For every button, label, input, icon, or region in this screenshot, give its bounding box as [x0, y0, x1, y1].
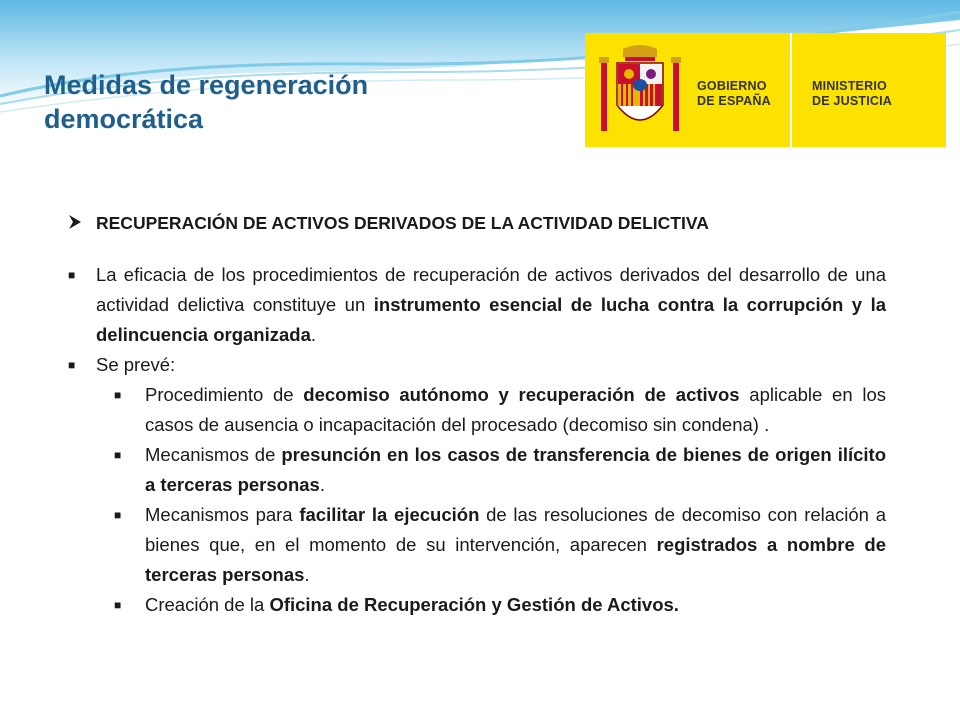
slide-content: [68, 208, 886, 620]
sub-list-item: [68, 380, 886, 440]
sub-list-item: [68, 590, 886, 620]
logo-ministerio-line-2: DE JUSTICIA: [812, 94, 892, 108]
square-bullet-icon: ■: [68, 358, 76, 372]
logo-gobierno-line-2: DE ESPAÑA: [697, 94, 771, 108]
logo-divider: [790, 33, 792, 147]
section-heading-text: RECUPERACIÓN DE ACTIVOS DERIVADOS DE LA ACTIVIDAD DELICTIVA: [96, 213, 709, 233]
page-title-line-1: Medidas de regeneración: [44, 70, 369, 100]
logo-ministerio-line-1: MINISTERIO: [812, 79, 887, 93]
sub-list-item: [68, 500, 886, 590]
sub-list-item-text: Procedimiento de decomiso autónomo y recuperación de activos aplicable en los casos de ausencia o incapacitación del procesado (decomiso sin condena) .: [145, 384, 886, 435]
government-logo: [585, 33, 946, 147]
square-bullet-icon: ■: [114, 508, 122, 522]
list-item: [68, 350, 886, 380]
sub-list-item-text: Mecanismos para facilitar la ejecución de las resoluciones de decomiso con relación a bienes que, en el momento de su intervención, aparecen registrados a nombre de terceras personas.: [145, 504, 886, 585]
coat-of-arms-icon: [595, 43, 685, 139]
page-title: [44, 68, 464, 136]
list-item: [68, 260, 886, 350]
sub-list-item: [68, 440, 886, 500]
logo-text-ministerio: [812, 79, 892, 109]
logo-text-gobierno: [697, 79, 771, 109]
page-title-line-2: democrática: [44, 104, 204, 134]
square-bullet-icon: ■: [68, 268, 76, 282]
square-bullet-icon: ■: [114, 388, 122, 402]
section-heading: [68, 208, 886, 239]
arrow-bullet-icon: [68, 208, 96, 239]
list-item-text: La eficacia de los procedimientos de recuperación de activos derivados del desarrollo de una actividad delictiva constituye un instrumento esencial de lucha contra la corrupción y la delincuencia organizada.: [96, 264, 886, 345]
sub-list-item-text: Creación de la Oficina de Recuperación y Gestión de Activos.: [145, 594, 679, 615]
sub-list-item-text: Mecanismos de presunción en los casos de transferencia de bienes de origen ilícito a terceras personas.: [145, 444, 886, 495]
list-item-text: Se prevé:: [96, 354, 176, 375]
square-bullet-icon: ■: [114, 598, 122, 612]
logo-gobierno-line-1: GOBIERNO: [697, 79, 767, 93]
square-bullet-icon: ■: [114, 448, 122, 462]
